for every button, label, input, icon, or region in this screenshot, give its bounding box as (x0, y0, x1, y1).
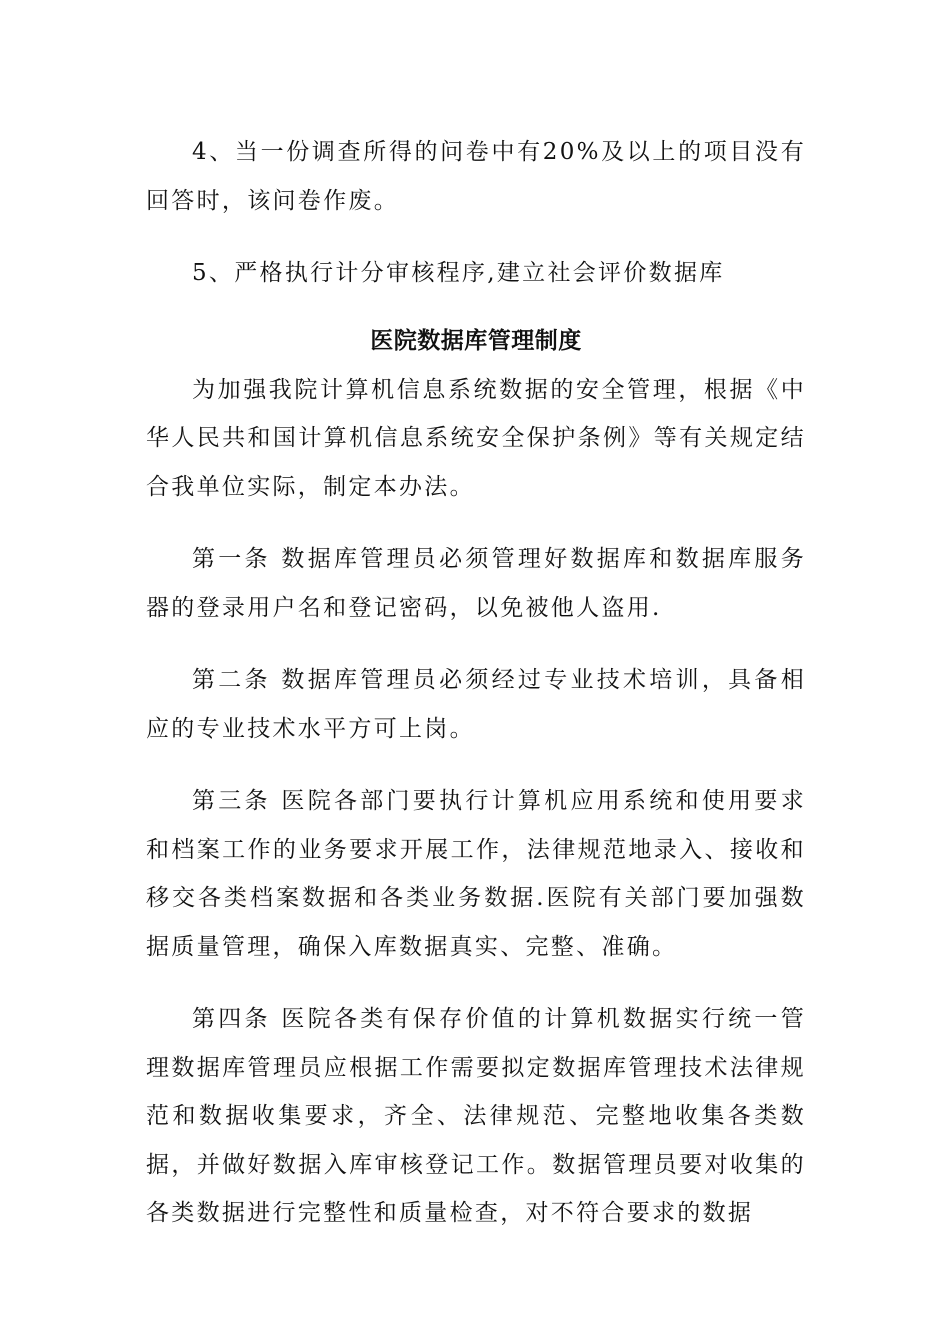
article-1: 第一条 数据库管理员必须管理好数据库和数据库服务器的登录用户名和登记密码，以免被他人盗用. (146, 546, 806, 621)
intro-paragraph: 为加强我院计算机信息系统数据的安全管理，根据《中华人民共和国计算机信息系统安全保护条例》等有关规定结合我单位实际，制定本办法。 (146, 376, 806, 500)
article-2: 第二条 数据库管理员必须经过专业技术培训，具备相应的专业技术水平方可上岗。 (146, 667, 806, 742)
article-4: 第四条 医院各类有保存价值的计算机数据实行统一管理数据库管理员应根据工作需要拟定数据库管理技术法律规范和数据收集要求，齐全、法律规范、完整地收集各类数据，并做好数据入库审核登记工作。数据管理员要对收集的各类数据进行完整性和质量检查，对不符合要求的数据 (146, 1006, 806, 1226)
section-title: 医院数据库管理制度 (370, 327, 582, 354)
article-3: 第三条 医院各部门要执行计算机应用系统和使用要求和档案工作的业务要求开展工作，法律规范地录入、接收和移交各类档案数据和各类业务数据.医院有关部门要加强数据质量管理，确保入库数据真实、完整、准确。 (146, 788, 806, 960)
document-body (146, 128, 806, 1238)
list-item-5: 5、严格执行计分审核程序,建立社会评价数据库 (192, 260, 725, 286)
list-item-4: 4、当一份调查所得的问卷中有20%及以上的项目没有回答时，该问卷作废。 (146, 139, 806, 214)
